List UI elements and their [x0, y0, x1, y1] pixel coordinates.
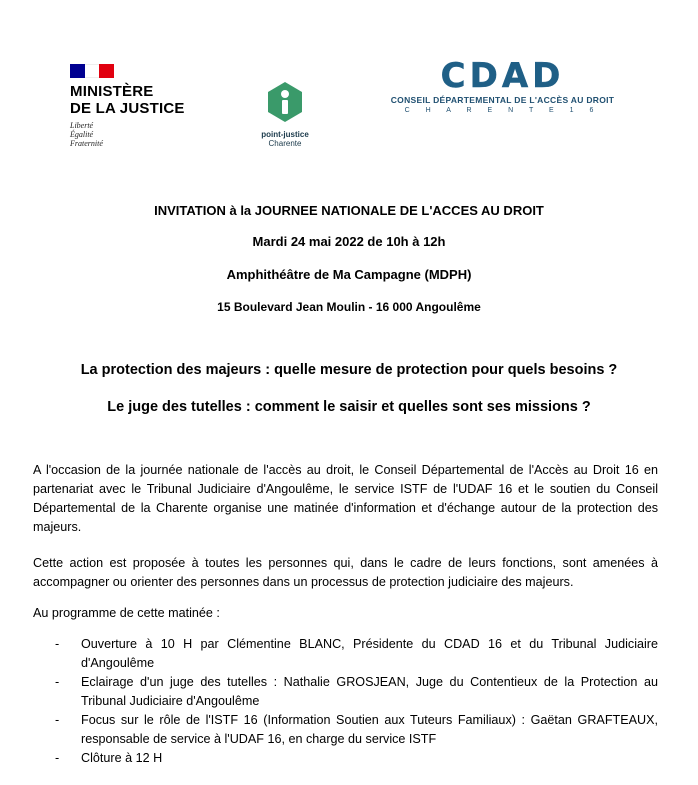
point-justice-i-icon [265, 80, 305, 124]
list-item [33, 749, 658, 768]
invitation-title: INVITATION à la JOURNEE NATIONALE DE L'ACCES AU DROIT [154, 203, 544, 218]
list-item-text: Ouverture à 10 H par Clémentine BLANC, Présidente du CDAD 16 et du Tribunal Judiciaire d'Angoulême [81, 637, 658, 670]
list-dash: - [55, 637, 60, 651]
logo-band [0, 0, 698, 185]
event-date: Mardi 24 mai 2022 de 10h à 12h [252, 234, 446, 249]
point-justice-logo [230, 80, 340, 148]
list-item-text: Focus sur le rôle de l'ISTF 16 (Information Soutien aux Tuteurs Familiaux) : Gaëtan GRAFTEAUX, responsable de service à l'UDAF 16, en charge du service ISTF [81, 713, 658, 746]
topic-heading: La protection des majeurs : quelle mesure de protection pour quels besoins ? [80, 362, 618, 378]
intro-paragraph: A l'occasion de la journée nationale de l'accès au droit, le Conseil Départemental de l'Accès au Droit 16 en partenariat avec le Tribunal Judiciaire d'Angoulême, le service ISTF de l'UDAF 16 et le soutien du Conseil Départemental de la Charente organise une matinée d'information et d'échange autour de la protection des majeurs. [33, 463, 658, 534]
point-justice-region: Charente [268, 139, 302, 148]
french-flag-icon [70, 64, 114, 78]
list-item [33, 673, 658, 711]
list-item [33, 711, 658, 749]
program-list [33, 635, 658, 768]
cdad-full-name: CONSEIL DÉPARTEMENTAL DE L'ACCÈS AU DROIT [390, 95, 615, 105]
cdad-acronym: CDAD [440, 56, 565, 96]
event-venue: Amphithéâtre de Ma Campagne (MDPH) [226, 267, 472, 282]
list-dash: - [55, 713, 60, 727]
cdad-logo [380, 58, 625, 114]
list-item-text: Eclairage d'un juge des tutelles : Nathalie GROSJEAN, Juge du Contentieux de la Protection au Tribunal Judiciaire d'Angoulême [81, 675, 658, 708]
ministry-of-justice-logo [70, 64, 185, 148]
list-dash: - [55, 675, 60, 689]
program-intro: Au programme de cette matinée : [33, 606, 220, 620]
list-item [33, 635, 658, 673]
audience-paragraph: Cette action est proposée à toutes les personnes qui, dans le cadre de leurs fonctions, sont amenées à accompagner ou orienter des personnes dans un processus de protection judiciaire des majeurs. [33, 556, 658, 589]
cdad-region: C H A R E N T E 1 6 [404, 107, 601, 114]
event-address: 15 Boulevard Jean Moulin - 16 000 Angoulême [217, 300, 481, 314]
ministry-title: MINISTÈRE DE LA JUSTICE [70, 83, 185, 117]
point-justice-name: point-justice [261, 130, 309, 139]
topic-heading: Le juge des tutelles : comment le saisir et quelles sont ses missions ? [107, 399, 591, 415]
republic-motto: Liberté Égalité Fraternité [70, 121, 103, 148]
list-item-text: Clôture à 12 H [81, 751, 163, 765]
list-dash: - [55, 751, 60, 765]
